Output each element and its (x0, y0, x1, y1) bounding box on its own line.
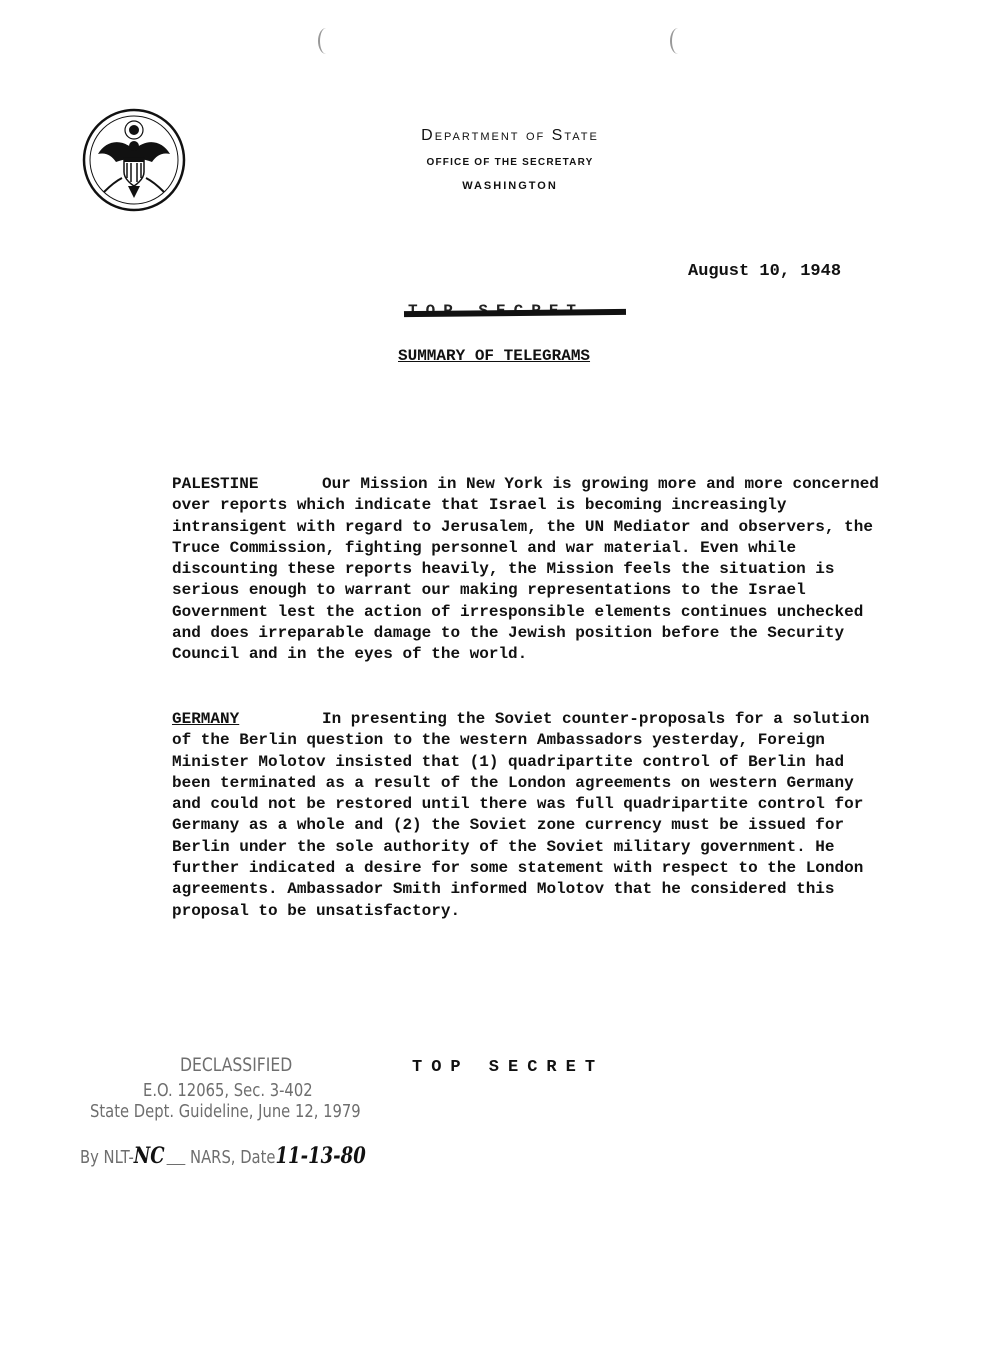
section-body-palestine: Our Mission in New York is growing more and more concerned over reports which indicate that Israel is becoming increasingly intransigent with regard to Jerusalem, the UN Mediator and observers, the Truce Commission, fighting personnel and war material. Even while discounting these reports heavily, the Mission feels the situation is serious enough to warrant our making representations to the Israel Government lest the action of irresponsible elements continues unchecked and does irreparable damage to the Jewish position before the Security Council and in the eyes of the world. (172, 475, 879, 664)
footer-classification: TOP SECRET (412, 1058, 605, 1077)
declassified-by-prefix: By NLT- (80, 1147, 134, 1168)
great-seal-icon (82, 108, 186, 212)
section-body-germany: In presenting the Soviet counter-proposals for a solution of the Berlin question to the western Ambassadors yesterday, Foreign Minister Molotov insisted that (1) quadripartite control of Berlin had been terminated as a result of the London agreements on western Germany and could not be restored until there was full quadripartite control for Germany as a whole and (2) the Soviet zone currency must be issued for Berlin under the sole authority of the Soviet military government. He further indicated a desire for some statement with respect to the London agreements. Ambassador Smith informed Molotov that he considered this proposal to be unsatisfactory. (172, 710, 870, 920)
document-title: SUMMARY OF TELEGRAMS (398, 347, 591, 365)
binder-hole-mark-right (670, 28, 686, 54)
document-date: August 10, 1948 (688, 262, 842, 281)
section-germany (172, 709, 892, 922)
binder-hole-mark-left (318, 28, 334, 54)
declassified-by-initials: NC (133, 1143, 165, 1169)
section-palestine (172, 474, 892, 666)
declassified-authority-line: E.O. 12065, Sec. 3-402 (143, 1080, 313, 1101)
strikethrough-bar (404, 309, 626, 317)
section-label-germany: GERMANY (172, 710, 240, 728)
declassified-date-written: 11-13-80 (275, 1143, 366, 1169)
declassified-nars-date-label: NARS, Date (190, 1147, 276, 1168)
letterhead-city: WASHINGTON (462, 180, 558, 192)
section-label-palestine: PALESTINE (172, 475, 259, 493)
declassified-by-line (80, 1143, 366, 1169)
declassified-stamp-line: DECLASSIFIED (180, 1054, 293, 1076)
letterhead-office: OFFICE OF THE SECRETARY (426, 157, 594, 168)
letterhead-department: Department of State (421, 127, 599, 144)
declassified-guideline-line: State Dept. Guideline, June 12, 1979 (90, 1101, 361, 1122)
